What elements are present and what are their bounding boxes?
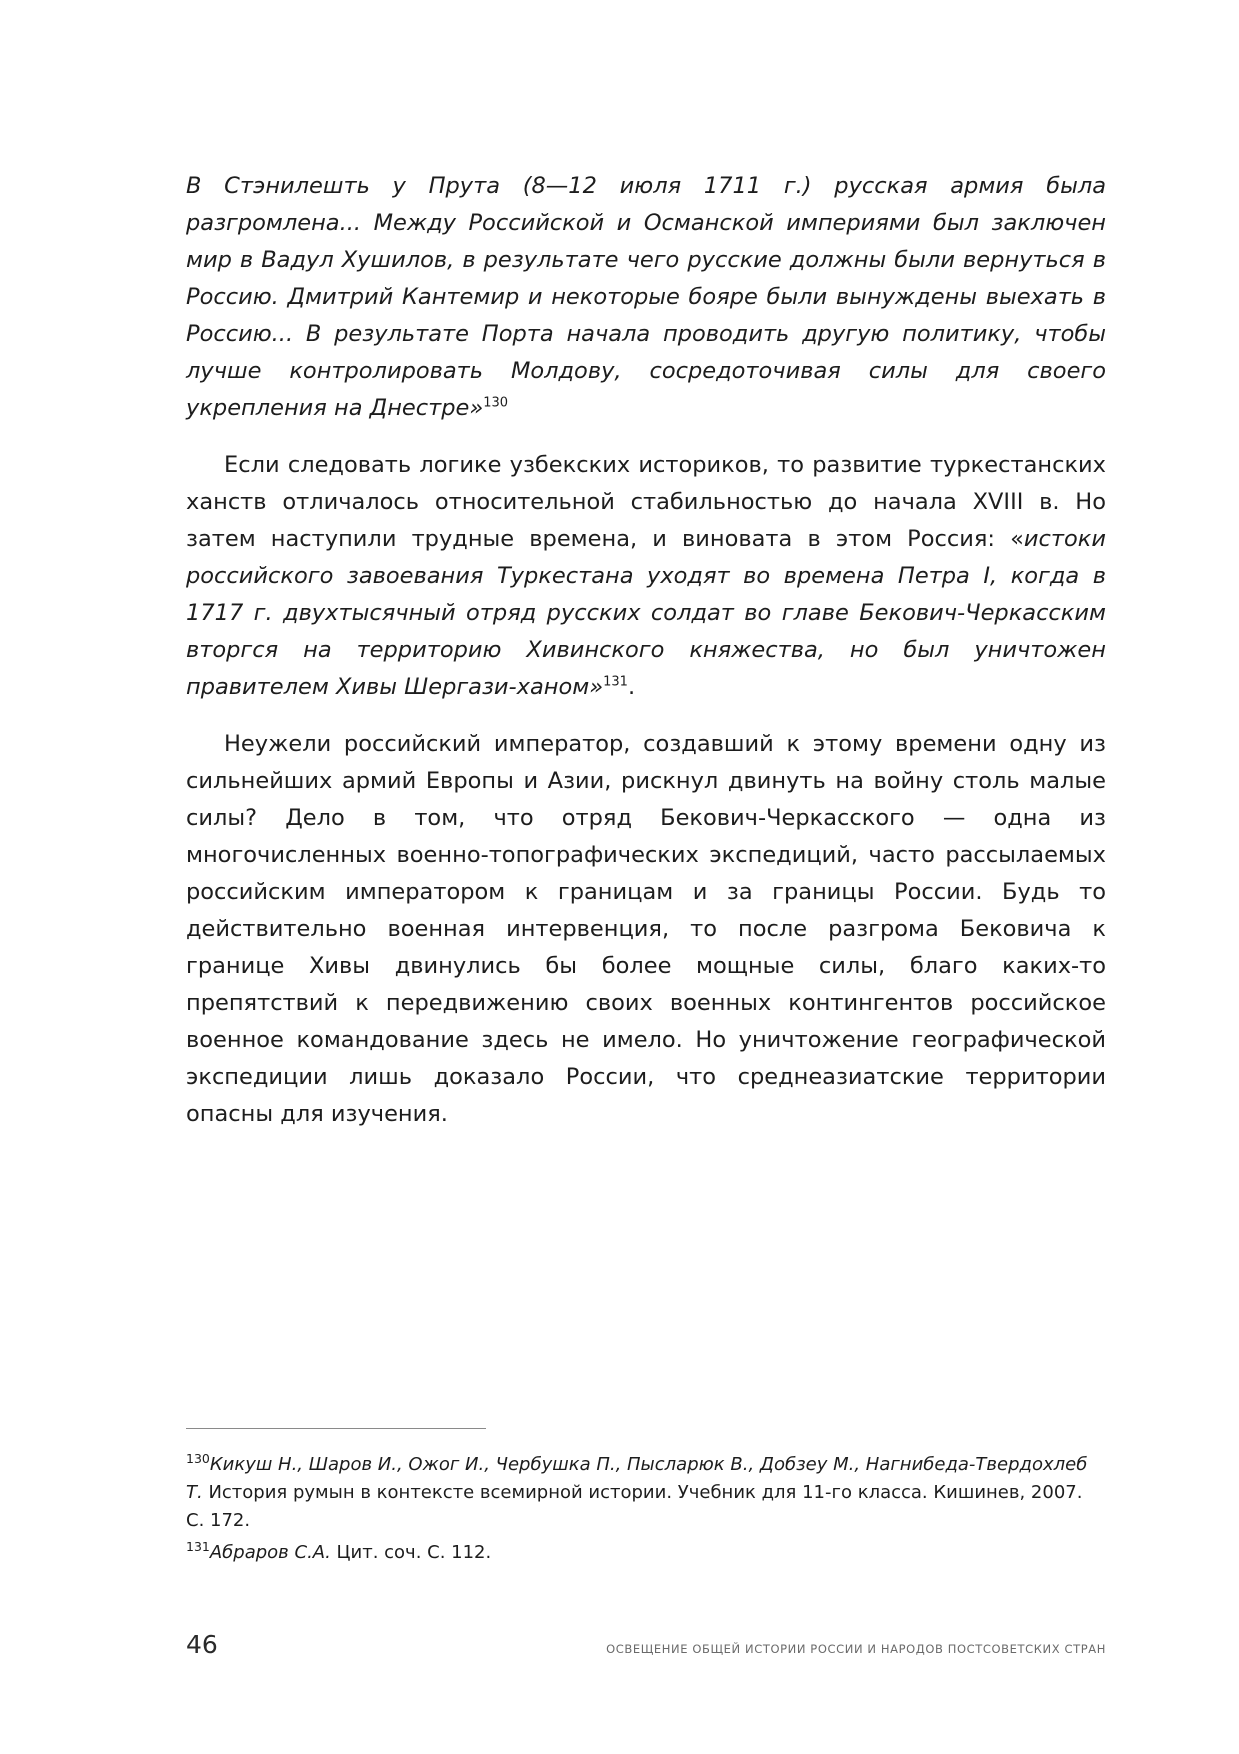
block-quote-paragraph <box>186 168 1106 427</box>
page-body <box>186 168 1106 1139</box>
paragraph-spacer <box>186 433 1106 447</box>
footnote-body-130: История румын в контексте всемирной истории. Учебник для 11-го класса. Кишинев, 2007. С. 172. <box>186 1482 1083 1531</box>
footnote-item-131 <box>186 1539 1106 1567</box>
block-quote-text: В Стэнилешть у Прута (8—12 июля 1711 г.) русская армия была разгромлена... Между Российской и Османской империями был заключен мир в Вадул Хушилов, в результате чего русские должны были вернуться в Россию. Дмитрий Кантемир и некоторые бояре были вынуждены выехать в Россию... В результате Порта начала проводить другую политику, чтобы лучше контролировать Молдову, сосредоточивая силы для своего укрепления на Днестре» <box>186 173 1106 421</box>
page-footer <box>186 1630 1106 1659</box>
footnote-number-130: 130 <box>186 1451 210 1466</box>
footnote-authors-131: Абраров С.А. <box>209 1542 331 1563</box>
paragraph-bekovich-expedition: Неужели российский император, создавший к этому времени одну из сильнейших армий Европы и Азии, рискнул двинуть на войну столь малые силы? Дело в том, что отряд Бекович-Черкасского — одна из многочисленных военно-топографических экспедиций, часто рассылаемых российским императором к границам и за границы России. Будь то действительно военная интервенция, то после разгрома Бековича к границе Хивы двинулись бы более мощные силы, благо каких-то препятствий к передвижению своих военных контингентов российское военное командование здесь не имело. Но уничтожение географической экспедиции лишь доказало России, что среднеазиатские территории опасны для изучения. <box>186 731 1106 1127</box>
footnotes-section <box>186 1428 1106 1571</box>
footnote-ref-131: 131 <box>603 674 628 690</box>
footnote-separator-rule <box>186 1428 486 1429</box>
inline-quote-text: истоки российского завоевания Туркестана уходят во времена Петра I, когда в 1717 г. двухтысячный отряд русских солдат во главе Бекович-Черкасским вторгся на территорию Хивинского княжества, но был уничтожен правителем Хивы Шергази-ханом» <box>186 526 1106 700</box>
running-head: ОСВЕЩЕНИЕ ОБЩЕЙ ИСТОРИИ РОССИИ И НАРОДОВ ПОСТСОВЕТСКИХ СТРАН <box>606 1642 1106 1656</box>
paragraph-uzbek-historians <box>186 447 1106 706</box>
footnote-authors-130: Кикуш Н., Шаров И., Ожог И., Чербушка П., Пысларюк В., Добзеу М., Нагнибеда-Твердохлеб Т. <box>186 1454 1088 1503</box>
footnote-body-131: Цит. соч. С. 112. <box>330 1542 492 1563</box>
paragraph-spacer-2 <box>186 712 1106 726</box>
page-number: 46 <box>186 1630 218 1659</box>
footnote-number-131: 131 <box>186 1539 210 1554</box>
footnote-ref-130: 130 <box>483 395 509 411</box>
footnote-item-130 <box>186 1451 1106 1535</box>
paragraph-lead-text: Если следовать логике узбекских историков, то развитие туркестанских ханств отличалось относительной стабильностью до начала XVIII в. Но затем наступили трудные времена, и виновата в этом Россия: « <box>186 452 1106 552</box>
paragraph-tail-text: . <box>627 674 636 700</box>
